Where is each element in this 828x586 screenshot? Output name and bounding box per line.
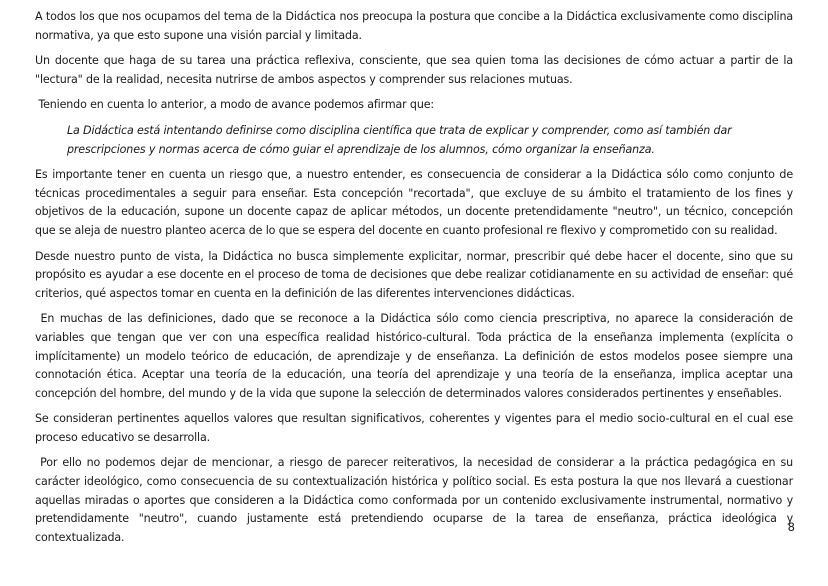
document-page [35, 8, 793, 554]
paragraph-lead-in: Teniendo en cuenta lo anterior, a modo de avance podemos afirmar que: [38, 98, 434, 112]
page-number: 8 [787, 520, 795, 534]
paragraph-definitions: En muchas de las definiciones, dado que se reconoce a la Didáctica sólo como ciencia prescriptiva, no aparece la consideración de variables que tengan que ver con una específica realidad histórico-cultural. Toda práctica de la enseñanza implementa (explícita o implícitamente) un modelo teórico de educación, de aprendizaje y de enseñanza. La definición de estos modelos posee siempre una connotación ética. Aceptar una teoría de la educación, una teoría del aprendizaje y una teoría de la enseñanza, implica aceptar una concepción del hombre, del mundo y de la vida que supone la selección de determinados valores considerados pertinentes y enseñables. [35, 312, 793, 400]
paragraph-risk: Es importante tener en cuenta un riesgo que, a nuestro entender, es consecuencia de considerar a la Didáctica sólo como conjunto de técnicas procedimentales a seguir para enseñar. Esta concepción "recortada", que excluye de su ámbito el tratamiento de los fines y objetivos de la educación, supone un docente capaz de aplicar métodos, un docente pretendidamente "neutro", un técnico, concepción que se aleja de nuestro planteo acerca de lo que se espera del docente en cuanto profesional re flexivo y comprometido con su realidad. [35, 168, 793, 237]
paragraph-point-of-view: Desde nuestro punto de vista, la Didáctica no busca simplemente explicitar, normar, prescribir qué debe hacer el docente, sino que su propósito es ayudar a ese docente en el proceso de toma de decisiones que debe realizar cotidianamente en su actividad de enseñar: qué criterios, qué aspectos tomar en cuenta en la definición de las diferentes intervenciones didácticas. [35, 249, 793, 300]
paragraph-ideological-practice: Por ello no podemos dejar de mencionar, a riesgo de parecer reiterativos, la necesidad de considerar a la práctica pedagógica en su carácter ideológico, como consecuencia de su contextualización histórica y político social. Es esta postura la que nos llevará a cuestionar aquellas miradas o aportes que consideren a la Didáctica como conformada por un contenido exclusivamente instrumental, normativo y pretendidamente "neutro", cuando justamente está pretendiendo ocuparse de la tarea de enseñanza, práctica ideológica y contextualizada. [35, 456, 793, 544]
paragraph-intro: A todos los que nos ocupamos del tema de la Didáctica nos preocupa la postura que concibe a la Didáctica exclusivamente como disciplina normativa, ya que esto supone una visión parcial y limitada. [35, 10, 793, 42]
paragraph-reflective-teacher: Un docente que haga de su tarea una práctica reflexiva, consciente, que sea quien toma las decisiones de cómo actuar a partir de la "lectura" de la realidad, necesita nutrirse de ambos aspectos y comprender sus relaciones mutuas. [35, 54, 793, 86]
definition-quote: La Didáctica está intentando definirse como disciplina científica que trata de explicar y comprender, como así también dar prescripciones y normas acerca de cómo guiar el aprendizaje de los alumnos, cómo organizar la enseñanza. [67, 123, 732, 156]
paragraph-pertinent-values: Se consideran pertinentes aquellos valores que resultan significativos, coherentes y vigentes para el medio socio-cultural en el cual ese proceso educativo se desarrolla. [35, 412, 793, 444]
